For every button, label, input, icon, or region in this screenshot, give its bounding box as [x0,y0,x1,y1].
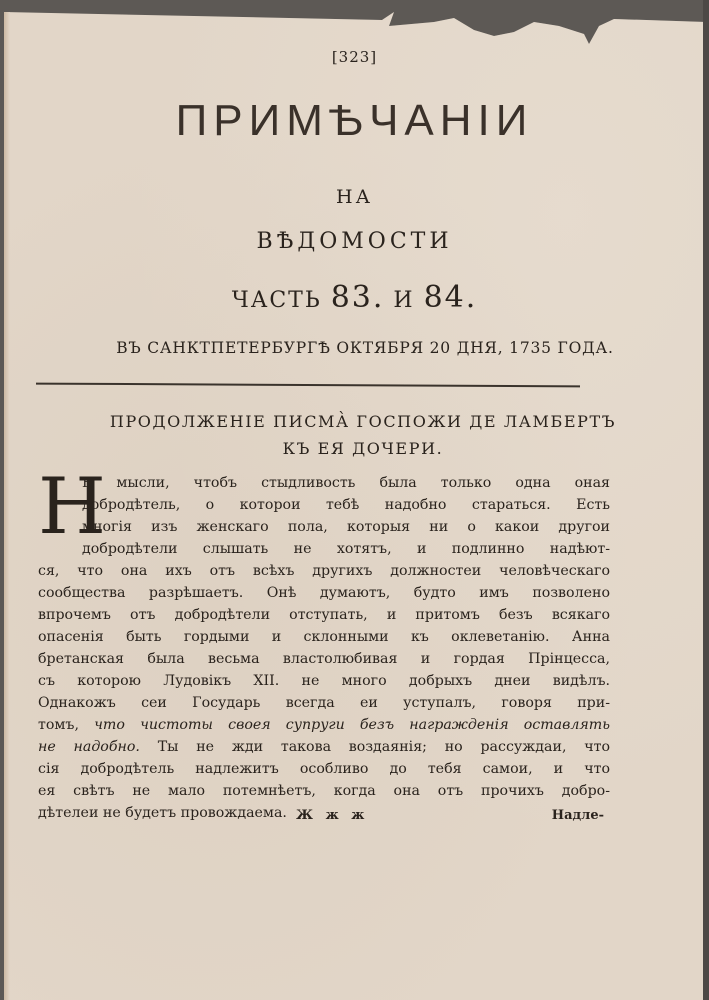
subtitle-na: НА [336,186,373,208]
part-number-1: 83. [330,280,385,315]
body-text-roman: Ты не жди такова воздаянія; но рассуждаи, что [139,739,611,755]
page-number: [323] [331,48,378,66]
body-line: Е мысли, чтобъ стыдливость была только одна оная [82,475,610,491]
body-line: добродѣтель, о которои тебѣ надобно стараться. Есть [82,497,610,513]
body-line: добродѣтели слышать не хотятъ, и подлинно надѣют- [82,541,610,557]
signature-mark: Ж ж ж [296,808,369,823]
subtitle-vedomosti: ВѢДОМОСТИ [256,229,453,254]
body-line: съ которою Лудовікъ XII. не много добрыхъ днеи видѣлъ. [38,673,610,689]
body-text-italic: что чистоты своея супруги безъ награжденія оставлять [94,717,610,733]
body-line: ея свѣтъ не мало потемнѣетъ, когда она отъ прочихъ добро- [38,783,610,799]
article-body [38,462,611,824]
page-title: ПРИМѢЧАНІИ [175,96,534,145]
part-label: ЧАСТЬ [231,288,322,313]
place-date-line: ВЪ САНКТПЕТЕРБУРГѢ ОКТЯБРЯ 20 ДНЯ, 1735 ГОДА. [116,339,614,357]
part-conjunction: И [393,288,415,313]
drop-cap: Н [38,462,107,552]
body-line: Однакожъ сеи Государь всегда еи уступалъ, говоря при- [38,695,610,711]
body-line-mixed [38,736,610,758]
catchword: Надле- [551,808,604,823]
body-line: впрочемъ отъ добродѣтели отступать, и притомъ безъ всякаго [38,607,610,623]
body-line: сія добродѣтель надлежитъ особливо до тебя самои, и что [38,761,610,777]
body-line: многія изъ женскаго пола, которыя ни о какои другои [82,519,610,535]
body-line: опасенія быть гордыми и склонными къ оклеветанію. Анна [38,629,610,645]
body-line: ся, что она ихъ отъ всѣхъ другихъ должностеи человѣческаго [38,563,610,579]
page-spine-shadow [4,12,10,1000]
part-number-2: 84. [423,280,478,315]
body-line-mixed [38,714,610,736]
body-line: дѣтелеи не будетъ провождаема. [38,805,287,821]
article-title [18,408,708,462]
body-text-roman: томъ, [38,717,95,733]
page-edge [703,0,709,1000]
body-line: бретанская была весьма властолюбивая и гордая Прінцесса, [38,651,610,667]
article-title-line-2: КЪ ЕЯ ДОЧЕРИ. [282,439,444,458]
body-line: сообщества разрѣшаетъ. Онѣ думаютъ, будто имъ позволено [38,585,610,601]
article-title-line-1: ПРОДОЛЖЕНІЕ ПИСМА̀ ГОСПОЖИ ДЕ ЛАМБЕРТЪ [109,412,617,431]
part-line [0,280,709,315]
body-text-italic: не надобно. [38,739,140,755]
